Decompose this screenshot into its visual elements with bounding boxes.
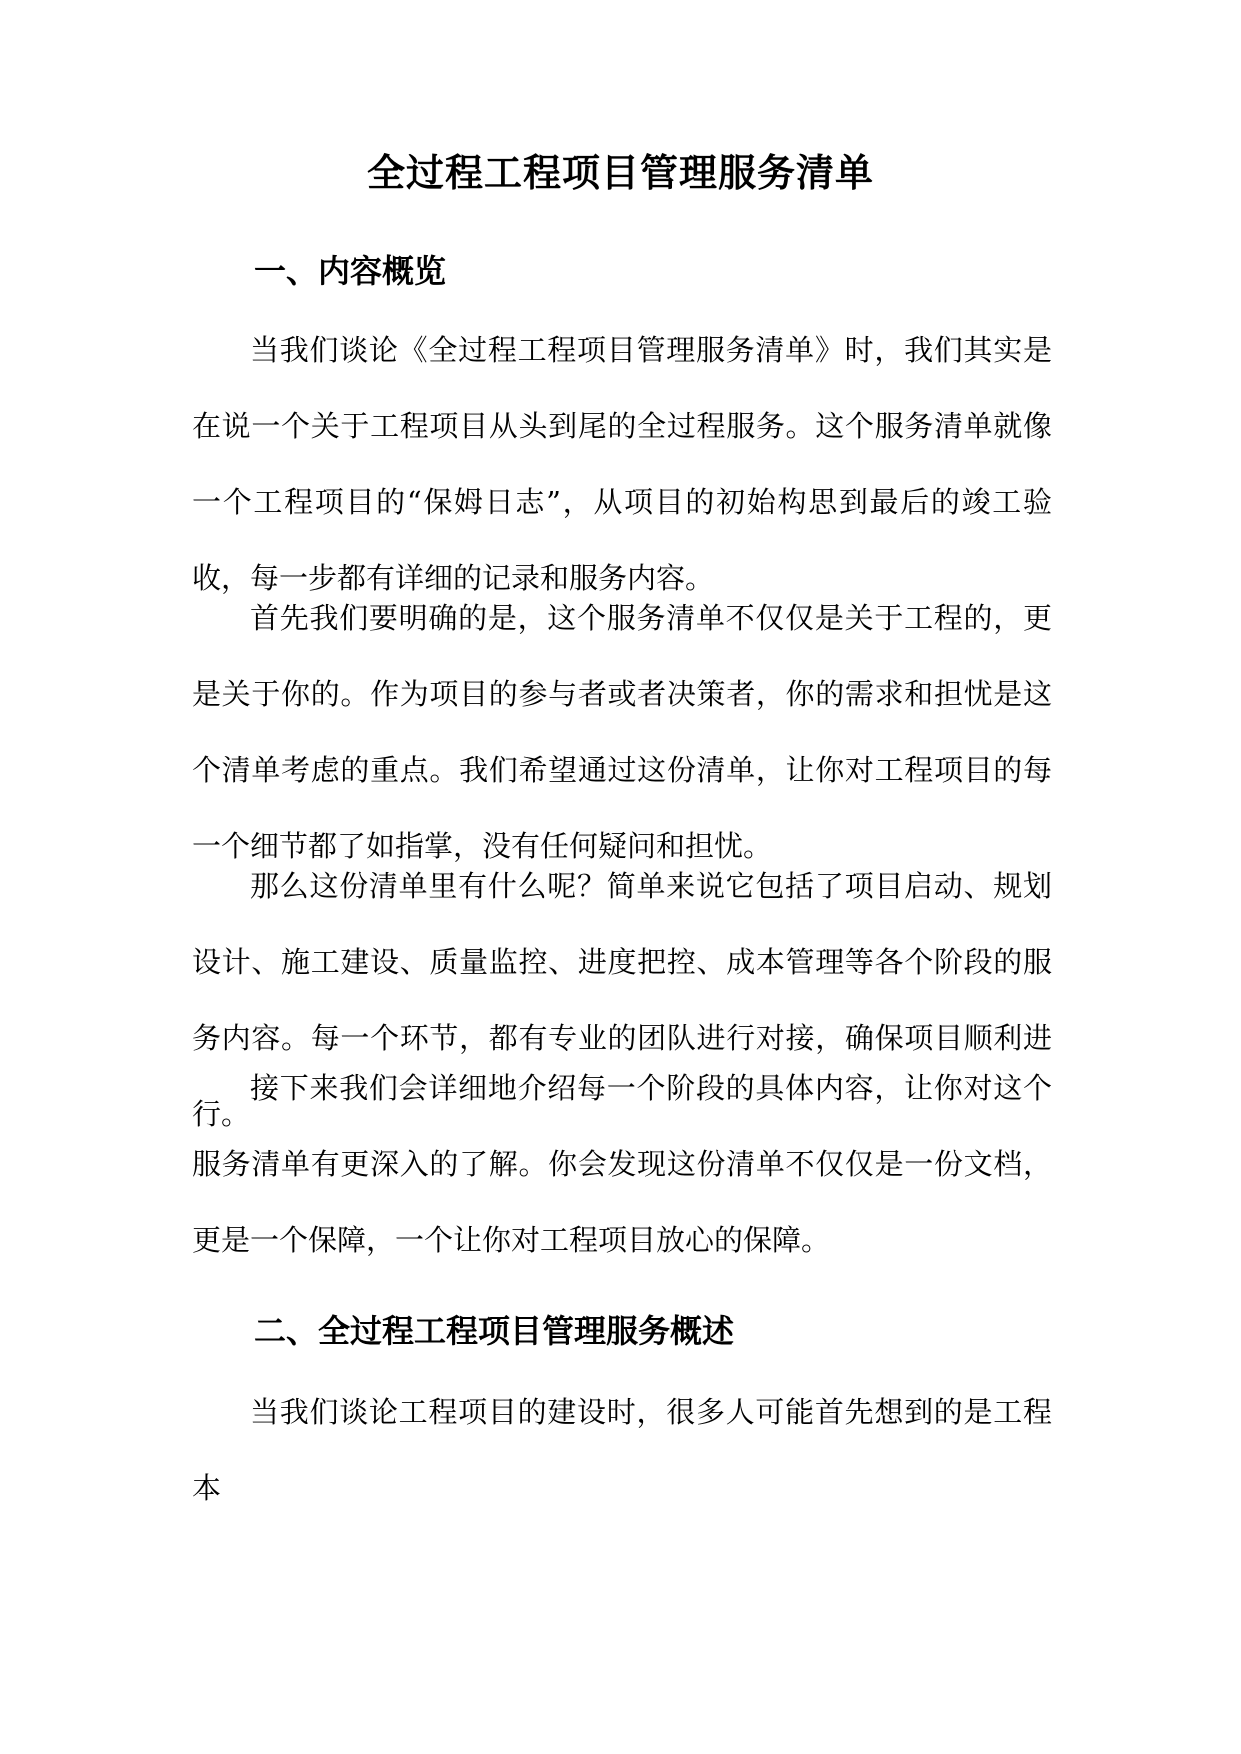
- paragraph: 那么这份清单里有什么呢？简单来说它包括了项目启动、规划设计、施工建设、质量监控、进度把控、成本管理等各个阶段的服务内容。每一个环节，都有专业的团队进行对接，确保项目顺利进行。: [192, 869, 1052, 1131]
- section-heading-overview: 一、内容概览: [254, 252, 447, 290]
- paragraph: 当我们谈论工程项目的建设时，很多人可能首先想到的是工程本: [192, 1395, 1052, 1505]
- section-heading-service-overview: 二、全过程工程项目管理服务概述: [254, 1312, 735, 1350]
- paragraph: 接下来我们会详细地介绍每一个阶段的具体内容，让你对这个服务清单有更深入的了解。你会发现这份清单不仅仅是一份文档，更是一个保障，一个让你对工程项目放心的保障。: [192, 1071, 1052, 1257]
- document-title: 全过程工程项目管理服务清单: [366, 150, 874, 195]
- paragraph: 当我们谈论《全过程工程项目管理服务清单》时，我们其实是在说一个关于工程项目从头到尾的全过程服务。这个服务清单就像一个工程项目的“保姆日志”，从项目的初始构思到最后的竣工验收，每一步都有详细的记录和服务内容。: [192, 333, 1052, 595]
- paragraph: 首先我们要明确的是，这个服务清单不仅仅是关于工程的，更是关于你的。作为项目的参与者或者决策者，你的需求和担忧是这个清单考虑的重点。我们希望通过这份清单，让你对工程项目的每一个细节都了如指掌，没有任何疑问和担忧。: [192, 601, 1052, 863]
